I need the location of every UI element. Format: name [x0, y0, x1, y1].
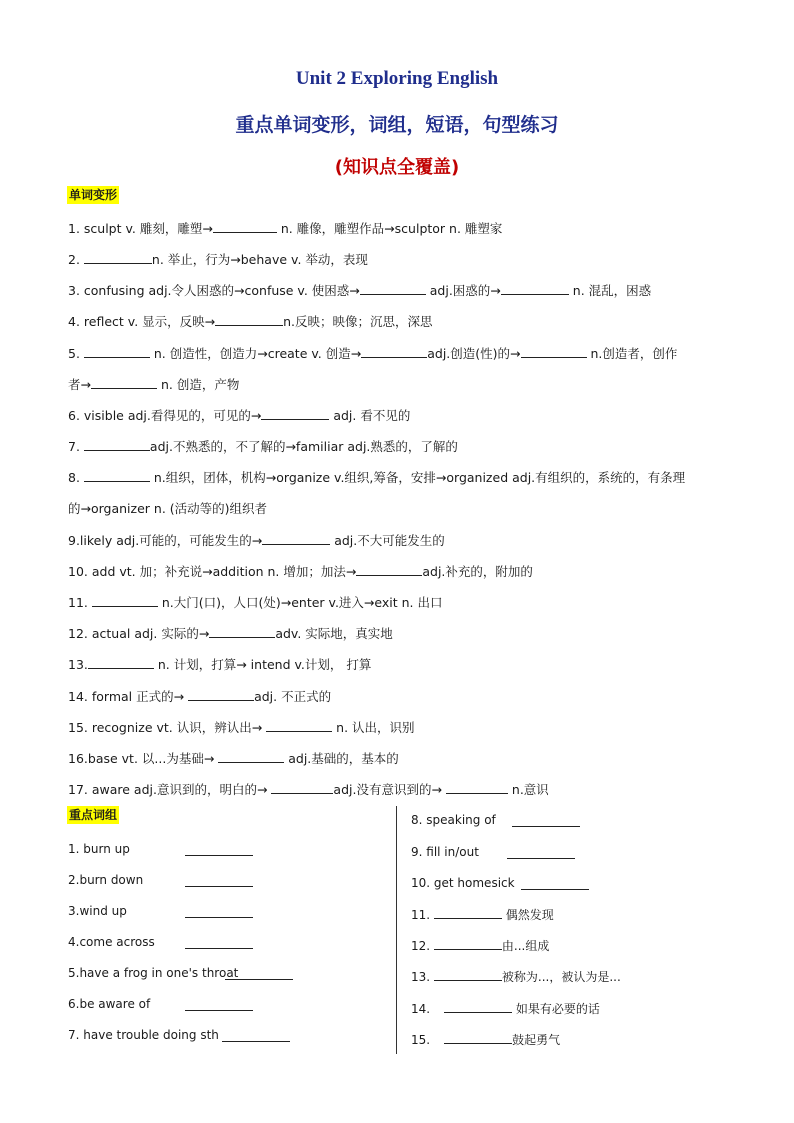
answer-blank[interactable]	[215, 313, 283, 326]
answer-blank[interactable]	[434, 968, 502, 981]
exercise-line	[68, 625, 738, 642]
line-text: n.组织，团体，机构→organize v.组织,筹备，安排→organized adj.有组织的，系统的，有条理	[149, 470, 686, 485]
phrase-text: 13.	[411, 970, 434, 984]
line-text: adj.基础的，基本的	[284, 751, 399, 766]
page-title: Unit 2 Exploring English	[295, 68, 499, 89]
answer-blank[interactable]	[84, 438, 150, 451]
answer-blank[interactable]	[185, 936, 253, 949]
phrase-item	[411, 812, 496, 828]
line-text: n. 创造，产物	[156, 377, 240, 392]
exercise-line	[68, 407, 738, 424]
phrase-item	[68, 996, 150, 1012]
line-text: 4. reflect v. 显示，反映→	[68, 314, 216, 329]
phrase-item	[68, 934, 155, 950]
phrase-item	[68, 841, 130, 857]
line-text: n. 计划，打算→ intend v.计划， 打算	[153, 657, 372, 672]
phrase-item	[411, 1000, 600, 1017]
exercise-line	[68, 251, 738, 268]
line-text: n. 混乱，困惑	[568, 283, 652, 298]
exercise-line	[68, 532, 738, 549]
phrase-item	[68, 903, 127, 919]
line-text: 9.likely adj.可能的，可能发生的→	[68, 533, 263, 548]
answer-blank[interactable]	[222, 1029, 290, 1042]
line-text: 1. sculpt v. 雕刻，雕塑→	[68, 221, 213, 236]
phrase-item	[68, 965, 238, 981]
answer-blank[interactable]	[360, 282, 426, 295]
exercise-line	[68, 656, 738, 673]
answer-blank[interactable]	[209, 625, 275, 638]
answer-blank[interactable]	[185, 905, 253, 918]
phrase-text: 被称为...，被认为是...	[501, 970, 621, 984]
answer-blank[interactable]	[434, 937, 502, 950]
line-text: 的→organizer n. (活动等的)组织者	[68, 501, 268, 516]
line-text: n. 雕像，雕塑作品→sculptor n. 雕塑家	[276, 221, 503, 236]
phrase-text: 鼓起勇气	[512, 1033, 561, 1047]
line-text: n. 创造性，创造力→create v. 创造→	[149, 346, 362, 361]
page-subtitle: 重点单词变形，词组，短语，句型练习	[235, 114, 559, 136]
answer-blank[interactable]	[266, 719, 332, 732]
exercise-line	[68, 688, 738, 705]
phrase-text: 7. have trouble doing sth	[68, 1028, 219, 1042]
phrase-item	[411, 875, 515, 891]
phrase-text: 9. fill in/out	[411, 845, 479, 859]
answer-blank[interactable]	[521, 345, 587, 358]
phrase-item	[68, 1027, 219, 1043]
line-text: 16.base vt. 以...为基础→	[68, 751, 219, 766]
answer-blank[interactable]	[188, 688, 254, 701]
line-text: adj.没有意识到的→	[333, 782, 446, 797]
exercise-line	[68, 438, 738, 455]
phrase-item	[411, 937, 549, 954]
answer-blank[interactable]	[185, 843, 253, 856]
line-text: n.创造者，创作	[586, 346, 678, 361]
line-text: 11.	[68, 595, 92, 610]
column-divider	[396, 806, 397, 1054]
phrase-item	[68, 872, 143, 888]
line-text: 6. visible adj.看得见的，可见的→	[68, 408, 262, 423]
exercise-line	[68, 469, 738, 486]
exercise-line	[68, 594, 738, 611]
line-text: n.大门(口)，人口(处)→enter v.进入→exit n. 出口	[157, 595, 443, 610]
coverage-note: (知识点全覆盖)	[334, 157, 460, 178]
line-text: n. 举止，行为→behave v. 举动，表现	[151, 252, 368, 267]
answer-blank[interactable]	[444, 1031, 512, 1044]
answer-blank[interactable]	[185, 874, 253, 887]
section-label-phrases: 重点词组	[69, 808, 118, 822]
answer-blank[interactable]	[501, 282, 569, 295]
answer-blank[interactable]	[88, 656, 154, 669]
exercise-line	[68, 781, 738, 798]
answer-blank[interactable]	[271, 781, 333, 794]
exercise-line	[68, 220, 738, 237]
phrase-text: 如果有必要的话	[512, 1002, 600, 1016]
phrase-text: 10. get homesick	[411, 876, 515, 890]
line-text: adj.补充的，附加的	[422, 564, 533, 579]
line-text: 10. add vt. 加；补充说→addition n. 增加；加法→	[68, 564, 357, 579]
answer-blank[interactable]	[91, 376, 157, 389]
answer-blank[interactable]	[507, 846, 575, 859]
exercise-line	[68, 719, 738, 736]
answer-blank[interactable]	[185, 998, 253, 1011]
answer-blank[interactable]	[261, 407, 329, 420]
answer-blank[interactable]	[225, 967, 293, 980]
answer-blank[interactable]	[84, 251, 152, 264]
section-label-word-forms: 单词变形	[69, 188, 118, 202]
exercise-line	[68, 563, 738, 580]
line-text: 14. formal 正式的→	[68, 689, 189, 704]
exercise-line	[68, 282, 738, 299]
phrase-text: 6.be aware of	[68, 997, 151, 1011]
answer-blank[interactable]	[84, 469, 150, 482]
exercise-line	[68, 501, 738, 517]
exercise-line	[68, 750, 738, 767]
phrase-item	[411, 844, 479, 860]
phrase-text: 12.	[411, 939, 434, 953]
line-text: 13.	[68, 657, 88, 672]
line-text: adj.不大可能发生的	[330, 533, 445, 548]
line-text: adj.创造(性)的→	[427, 346, 521, 361]
answer-blank[interactable]	[434, 906, 502, 919]
answer-blank[interactable]	[512, 814, 580, 827]
phrase-text: 8. speaking of	[411, 813, 496, 827]
phrase-text: 3.wind up	[68, 904, 127, 918]
answer-blank[interactable]	[521, 877, 589, 890]
answer-blank[interactable]	[84, 345, 150, 358]
exercise-line	[68, 313, 738, 330]
line-text: adj.不熟悉的，不了解的→familiar adj.熟悉的，了解的	[149, 439, 458, 454]
exercise-line	[68, 345, 738, 362]
line-text: 8.	[68, 470, 84, 485]
answer-blank[interactable]	[444, 1000, 512, 1013]
line-text: adj. 不正式的	[254, 689, 332, 704]
answer-blank[interactable]	[361, 345, 427, 358]
phrase-text: 11.	[411, 908, 434, 922]
answer-blank[interactable]	[218, 750, 284, 763]
line-text: 2.	[68, 252, 84, 267]
line-text: n.意识	[507, 782, 549, 797]
phrase-item	[411, 968, 621, 985]
line-text: 3. confusing adj.令人困惑的→confuse v. 使困惑→	[68, 283, 360, 298]
answer-blank[interactable]	[213, 220, 277, 233]
line-text: 15. recognize vt. 认识，辨认出→	[68, 720, 267, 735]
answer-blank[interactable]	[446, 781, 508, 794]
phrase-text: 15.	[411, 1033, 431, 1047]
line-text: adj. 看不见的	[329, 408, 411, 423]
line-text: n. 认出，识别	[332, 720, 415, 735]
phrase-text: 2.burn down	[68, 873, 144, 887]
phrase-text: 由...组成	[501, 939, 550, 953]
phrase-text: 4.come across	[68, 935, 155, 949]
line-text: adj.困惑的→	[425, 283, 501, 298]
exercise-line	[68, 376, 738, 393]
line-text: 5.	[68, 346, 84, 361]
line-text: adv. 实际地，真实地	[275, 626, 393, 641]
phrase-text: 14.	[411, 1002, 431, 1016]
line-text: 者→	[68, 377, 91, 392]
line-text: 17. aware adj.意识到的，明白的→	[68, 782, 272, 797]
phrase-text: 1. burn up	[68, 842, 130, 856]
phrase-item	[411, 1031, 560, 1048]
line-text: n.反映；映像；沉思，深思	[283, 314, 433, 329]
answer-blank[interactable]	[356, 563, 422, 576]
phrase-text: 偶然发现	[501, 908, 554, 922]
line-text: 7.	[68, 439, 84, 454]
answer-blank[interactable]	[92, 594, 158, 607]
answer-blank[interactable]	[262, 532, 330, 545]
line-text: 12. actual adj. 实际的→	[68, 626, 210, 641]
phrase-item	[411, 906, 554, 923]
phrase-text: 5.have a frog in one's throat	[68, 966, 239, 980]
